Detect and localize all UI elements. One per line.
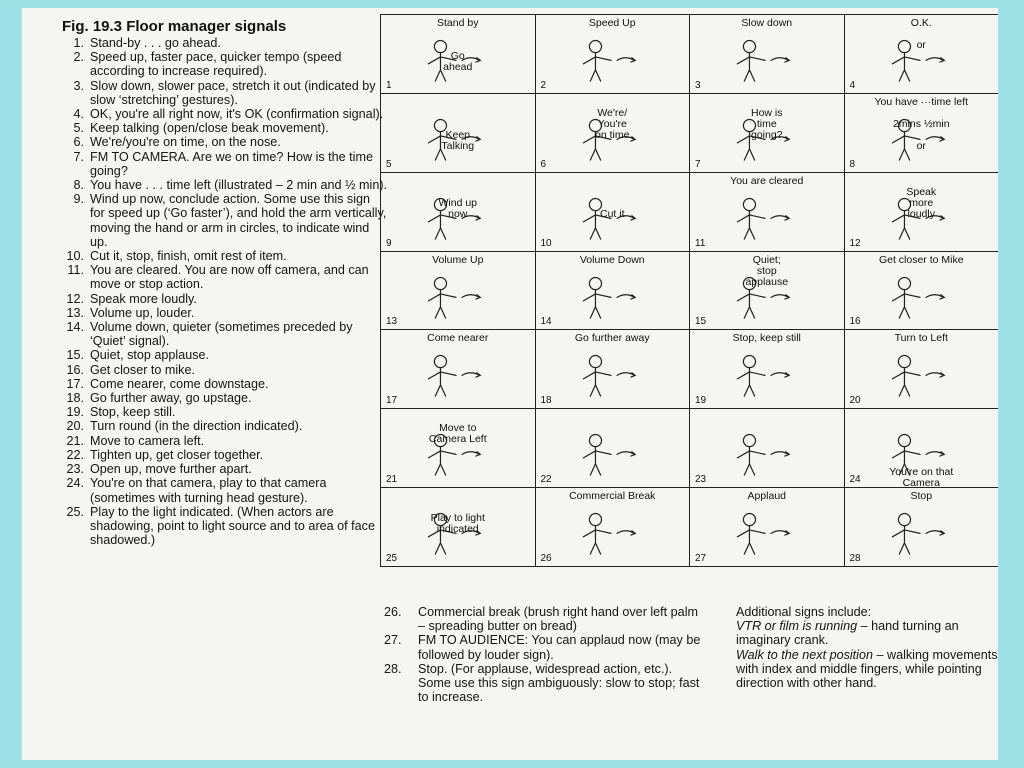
figure-title: Fig. 19.3 Floor manager signals <box>62 18 287 35</box>
signal-cell <box>381 252 536 331</box>
hand-signal-illustration <box>387 346 529 398</box>
list-item-text: Commercial break (brush right hand over left palm – spreading butter on bread) <box>418 605 698 634</box>
signal-cell <box>381 94 536 173</box>
signal-caption <box>536 412 690 488</box>
signal-cell <box>845 330 999 409</box>
document-page <box>22 8 998 760</box>
list-item-text: OK, you're all right now, it's OK (confirmation signal). <box>90 107 384 122</box>
list-item <box>48 505 388 548</box>
signal-number: 2 <box>540 79 547 91</box>
signal-caption: Cut it <box>599 207 625 220</box>
signal-caption: Play to light indicated <box>430 512 485 536</box>
hand-signal-illustration <box>696 504 838 556</box>
list-item <box>48 320 388 348</box>
list-item <box>48 263 388 291</box>
signal-cell <box>845 252 999 331</box>
signals-list <box>48 36 388 547</box>
signal-number: 10 <box>540 237 552 249</box>
list-item-number: 25. <box>66 504 84 519</box>
signal-cell <box>690 488 845 567</box>
list-item <box>48 121 388 135</box>
list-item-text: Come nearer, come downstage. <box>90 376 269 391</box>
signal-number: 26 <box>540 552 552 564</box>
hand-signal-illustration <box>696 31 838 83</box>
signal-caption: Come nearer <box>427 332 489 345</box>
additional-vtr-rest: – hand turning an imaginary crank. <box>736 619 959 648</box>
list-item-number: 11. <box>67 263 84 278</box>
signal-cell <box>381 330 536 409</box>
signal-cell <box>690 15 845 94</box>
signal-number: 17 <box>386 395 398 407</box>
signal-caption: Speak more loudly <box>906 185 937 220</box>
signal-number: 13 <box>386 316 398 328</box>
list-item <box>48 249 388 263</box>
list-item <box>48 135 388 149</box>
signal-caption: O.K. or <box>910 17 932 51</box>
signal-caption: You have ···time left 2mins ½min or <box>874 95 969 152</box>
signal-number: 6 <box>540 158 547 170</box>
signal-cell <box>690 252 845 331</box>
hand-signal-illustration <box>851 504 993 556</box>
list-item <box>48 476 388 504</box>
signal-caption <box>690 412 844 488</box>
list-item-text: Keep talking (open/close beak movement). <box>90 121 329 136</box>
hand-signal-illustration <box>851 268 993 320</box>
signal-caption: Applaud <box>747 490 787 503</box>
list-item-text: FM TO AUDIENCE: You can applaud now (may be followed by louder sign). <box>418 633 701 662</box>
signal-caption: We're/ You're on time <box>595 106 630 141</box>
signal-cell <box>536 252 691 331</box>
list-item <box>48 391 388 405</box>
list-item-text: Turn round (in the direction indicated). <box>90 419 303 434</box>
signal-number: 15 <box>695 316 707 328</box>
hand-signal-illustration <box>696 189 838 241</box>
signal-cell <box>536 330 691 409</box>
list-item-text: You're on that camera, play to that camera (sometimes with turning head gesture). <box>90 476 327 505</box>
list-item-number: 24. <box>66 476 84 491</box>
list-item-number: 23. <box>66 462 84 477</box>
signal-caption: Stop <box>910 490 933 503</box>
additional-vtr <box>736 619 998 647</box>
signal-number: 27 <box>695 552 707 564</box>
signal-number: 22 <box>540 474 552 486</box>
signal-number: 20 <box>849 395 861 407</box>
signal-cell <box>381 488 536 567</box>
signal-cell <box>536 409 691 488</box>
signal-number: 5 <box>386 158 392 170</box>
signal-cell <box>690 94 845 173</box>
list-item-number: 9. <box>73 192 84 207</box>
additional-walk-rest: – walking movements with index and middle fingers, while pointing direction with other hand. <box>736 647 998 691</box>
list-item-number: 10. <box>66 249 84 264</box>
list-item-text: Quiet, stop applause. <box>90 348 210 363</box>
bottom-list-item <box>384 662 704 705</box>
signal-number: 14 <box>540 316 552 328</box>
additional-walk-em: Walk to the next position <box>736 647 873 662</box>
list-item <box>48 107 388 121</box>
list-item-text: Open up, move further apart. <box>90 462 252 477</box>
signal-caption: Keep Talking <box>441 128 475 152</box>
hand-signal-illustration <box>542 346 684 398</box>
list-item-number: 13. <box>66 305 84 320</box>
signal-caption: Turn to Left <box>894 332 948 345</box>
signal-cell <box>845 173 999 252</box>
list-item-number: 22. <box>66 447 84 462</box>
signal-caption: Stand by Go ahead <box>437 17 479 73</box>
signal-caption: Commercial Break <box>569 490 656 503</box>
hand-signal-illustration <box>696 346 838 398</box>
signal-number: 11 <box>695 237 706 249</box>
signal-cell <box>845 94 999 173</box>
list-item-number: 2. <box>73 50 84 65</box>
list-item-text: Cut it, stop, finish, omit rest of item. <box>90 249 287 264</box>
list-item-number: 14. <box>66 320 84 335</box>
list-item-number: 28. <box>384 661 402 676</box>
list-item <box>48 434 388 448</box>
list-item-number: 1. <box>73 36 84 50</box>
list-item-text: Stop, keep still. <box>90 405 176 420</box>
list-item-number: 7. <box>73 149 84 164</box>
list-item-text: You have . . . time left (illustrated – 2 min and ½ min). <box>90 178 388 193</box>
list-item-text: Volume up, louder. <box>90 305 195 320</box>
list-item-number: 12. <box>66 291 84 306</box>
signal-caption: Go further away <box>574 332 650 345</box>
signal-cell <box>536 488 691 567</box>
bottom-list-item <box>384 605 704 633</box>
signal-number: 12 <box>849 237 861 249</box>
signal-caption: Speed Up <box>588 17 636 29</box>
list-item-text: Speed up, faster pace, quicker tempo (speed according to increase required). <box>90 50 342 79</box>
list-item-text: Play to the light indicated. (When actors are shadowing, point to light source and to area of face shadowed.) <box>90 504 375 548</box>
list-item-number: 19. <box>66 405 84 420</box>
signal-cell <box>536 15 691 94</box>
list-item-text: Go further away, go upstage. <box>90 391 252 406</box>
list-item-number: 3. <box>73 78 84 93</box>
hand-signal-illustration <box>542 504 684 556</box>
list-item-text: Tighten up, get closer together. <box>90 447 264 462</box>
signal-number: 23 <box>695 474 707 486</box>
list-item-number: 18. <box>66 391 84 406</box>
list-item <box>48 306 388 320</box>
additional-signs <box>736 605 998 690</box>
list-item <box>48 178 388 192</box>
signal-cell <box>381 409 536 488</box>
signal-cell <box>845 488 999 567</box>
signal-cell <box>690 173 845 252</box>
signal-cell <box>690 409 845 488</box>
list-item-number: 6. <box>73 135 84 150</box>
signal-number: 21 <box>386 474 398 486</box>
signal-number: 1 <box>386 79 392 91</box>
signals-illustration-grid <box>380 14 998 567</box>
list-item <box>48 377 388 391</box>
list-item-number: 16. <box>66 362 84 377</box>
signal-number: 4 <box>849 79 856 91</box>
signal-number: 16 <box>849 316 861 328</box>
signal-caption: Volume Up <box>432 253 484 266</box>
signal-number: 25 <box>386 552 398 564</box>
list-item-number: 26. <box>384 605 402 619</box>
list-item-text: FM TO CAMERA. Are we on time? How is the time going? <box>90 149 373 178</box>
list-item <box>48 150 388 178</box>
list-item-text: You are cleared. You are now off camera, and can move or stop action. <box>90 263 369 292</box>
list-item-text: We're/you're on time, on the nose. <box>90 135 281 150</box>
signal-cell <box>845 409 999 488</box>
hand-signal-illustration <box>542 268 684 320</box>
signal-caption: How is time going? <box>750 106 783 141</box>
list-item-text: Slow down, slower pace, stretch it out (indicated by slow ‘stretching’ gestures). <box>90 78 376 107</box>
list-item-text: Get closer to mike. <box>90 362 195 377</box>
signal-cell <box>690 330 845 409</box>
signal-caption: Slow down <box>741 17 793 29</box>
hand-signal-illustration <box>851 346 993 398</box>
list-item-text: Wind up now, conclude action. Some use this sign for speed up (‘Go faster’), and hold the arm vertically, moving the hand or arm in circles, to indicate wind up. <box>90 192 387 249</box>
signal-caption: Volume Down <box>579 253 645 266</box>
hand-signal-illustration <box>387 268 529 320</box>
signal-caption: Wind up now <box>438 196 478 220</box>
list-item <box>48 36 388 50</box>
additional-vtr-em: VTR or film is running <box>736 619 858 634</box>
additional-walk <box>736 648 998 691</box>
list-item-text: Speak more loudly. <box>90 291 197 306</box>
list-item-text: Volume down, quieter (sometimes preceded by ‘Quiet’ signal). <box>90 320 353 349</box>
list-item-number: 5. <box>73 121 84 136</box>
list-item-text: Move to camera left. <box>90 433 205 448</box>
list-item <box>48 292 388 306</box>
signal-number: 24 <box>849 474 861 486</box>
list-item <box>48 448 388 462</box>
bottom-signals-list <box>384 605 704 704</box>
hand-signal-illustration <box>542 31 684 83</box>
signal-caption: Quiet; stop applause <box>745 253 789 288</box>
signal-number: 9 <box>386 237 392 249</box>
additional-heading: Additional signs include: <box>736 605 872 619</box>
list-item <box>48 348 388 362</box>
signal-number: 28 <box>849 552 861 564</box>
list-item <box>48 405 388 419</box>
list-item <box>48 79 388 107</box>
list-item-number: 8. <box>73 178 84 193</box>
signal-number: 3 <box>695 79 701 91</box>
signal-number: 8 <box>849 158 856 170</box>
list-item-number: 20. <box>66 419 84 434</box>
list-item-text: Stop. (For applause, widespread action, etc.). Some use this sign ambiguously: slow to stop; fast to increase. <box>418 661 700 705</box>
list-item-number: 15. <box>66 348 84 363</box>
bottom-list-item <box>384 633 704 661</box>
list-item <box>48 50 388 78</box>
list-item-text: Stand-by . . . go ahead. <box>90 36 221 50</box>
signal-cell <box>536 173 691 252</box>
signal-caption: Stop, keep still <box>732 332 801 345</box>
signal-caption: You are cleared <box>730 174 804 187</box>
list-item <box>48 363 388 377</box>
signal-cell <box>381 15 536 94</box>
list-item-number: 17. <box>66 376 84 391</box>
list-item <box>48 462 388 476</box>
list-item-number: 4. <box>73 107 84 122</box>
signal-cell <box>536 94 691 173</box>
signal-number: 19 <box>695 395 707 407</box>
signal-caption: Get closer to Mike <box>878 253 964 266</box>
signal-number: 7 <box>695 158 701 170</box>
list-item-number: 21. <box>66 433 84 448</box>
signal-number: 18 <box>540 395 552 407</box>
list-item <box>48 419 388 433</box>
signal-cell <box>845 15 999 94</box>
signal-caption: You're on that Camera <box>889 466 954 489</box>
list-item <box>48 192 388 249</box>
list-item-number: 27. <box>384 633 402 648</box>
signal-caption: Move to Camera Left <box>428 422 487 446</box>
signal-cell <box>381 173 536 252</box>
